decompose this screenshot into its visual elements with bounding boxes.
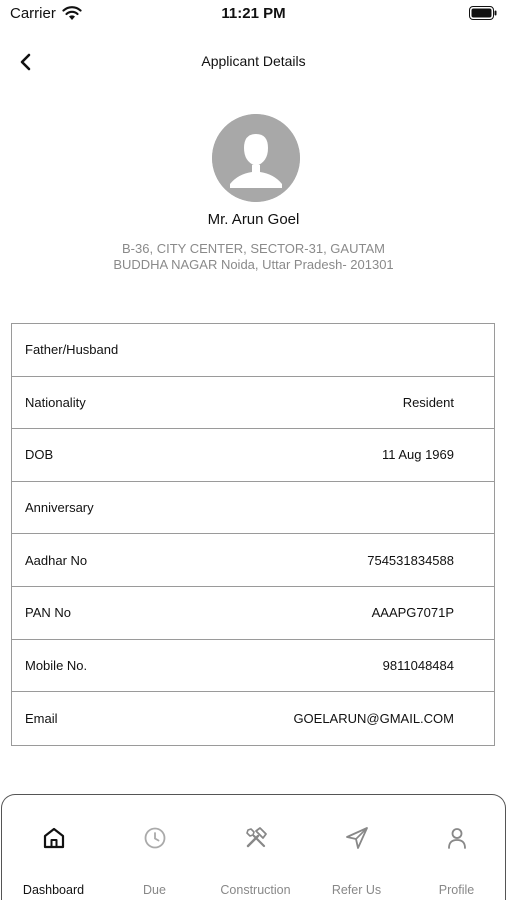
tab-label: Dashboard [22, 883, 85, 897]
detail-value: Resident [402, 394, 454, 410]
applicant-address [90, 241, 417, 273]
clock-icon [142, 825, 168, 851]
applicant-name: Mr. Arun Goel [207, 211, 300, 228]
detail-row-pan [12, 587, 494, 640]
detail-row-mobile [12, 640, 494, 693]
carrier-label: Carrier [10, 5, 56, 22]
tab-construction[interactable] [205, 795, 306, 901]
detail-label: Aadhar No [25, 552, 88, 568]
detail-value: GOELARUN@GMAIL.COM [293, 710, 454, 726]
detail-label: DOB [25, 447, 54, 463]
detail-label: Email [25, 710, 58, 726]
detail-value: 11 Aug 1969 [381, 447, 454, 463]
bottom-tab-bar [1, 794, 506, 900]
page-title: Applicant Details [201, 53, 306, 69]
avatar [212, 114, 300, 202]
status-bar [0, 0, 507, 28]
detail-row-aadhar [12, 534, 494, 587]
tools-icon [243, 825, 269, 851]
navigation-bar [0, 40, 507, 84]
details-table [11, 323, 495, 746]
detail-row-nationality [12, 377, 494, 430]
detail-row-email [12, 692, 494, 745]
tab-profile[interactable] [406, 795, 507, 901]
tab-label: Construction [220, 883, 291, 897]
user-icon [444, 825, 470, 851]
status-time: 11:21 PM [221, 5, 286, 22]
battery-icon [469, 6, 497, 20]
tab-dashboard[interactable] [3, 795, 104, 901]
detail-value: 9811048484 [382, 657, 454, 673]
detail-label: Mobile No. [25, 657, 88, 673]
detail-row-father-husband [12, 324, 494, 377]
detail-row-anniversary [12, 482, 494, 535]
tab-label: Profile [438, 883, 475, 897]
detail-label: Anniversary [25, 500, 94, 516]
detail-label: Father/Husband [25, 342, 119, 358]
detail-row-dob [12, 429, 494, 482]
address-line-2: BUDDHA NAGAR Noida, Uttar Pradesh- 201301 [113, 257, 394, 272]
detail-label: Nationality [25, 394, 86, 410]
send-icon [344, 825, 370, 851]
tab-due[interactable] [104, 795, 205, 901]
address-line-1: B-36, CITY CENTER, SECTOR-31, GAUTAM [122, 241, 385, 256]
tab-refer-us[interactable] [306, 795, 407, 901]
detail-value: AAAPG7071P [371, 605, 454, 621]
tab-label: Due [143, 883, 166, 897]
user-silhouette-icon [212, 114, 300, 202]
tab-label: Refer Us [331, 883, 382, 897]
detail-label: PAN No [25, 605, 71, 621]
detail-value: 754531834588 [367, 552, 454, 568]
home-icon [41, 825, 67, 851]
